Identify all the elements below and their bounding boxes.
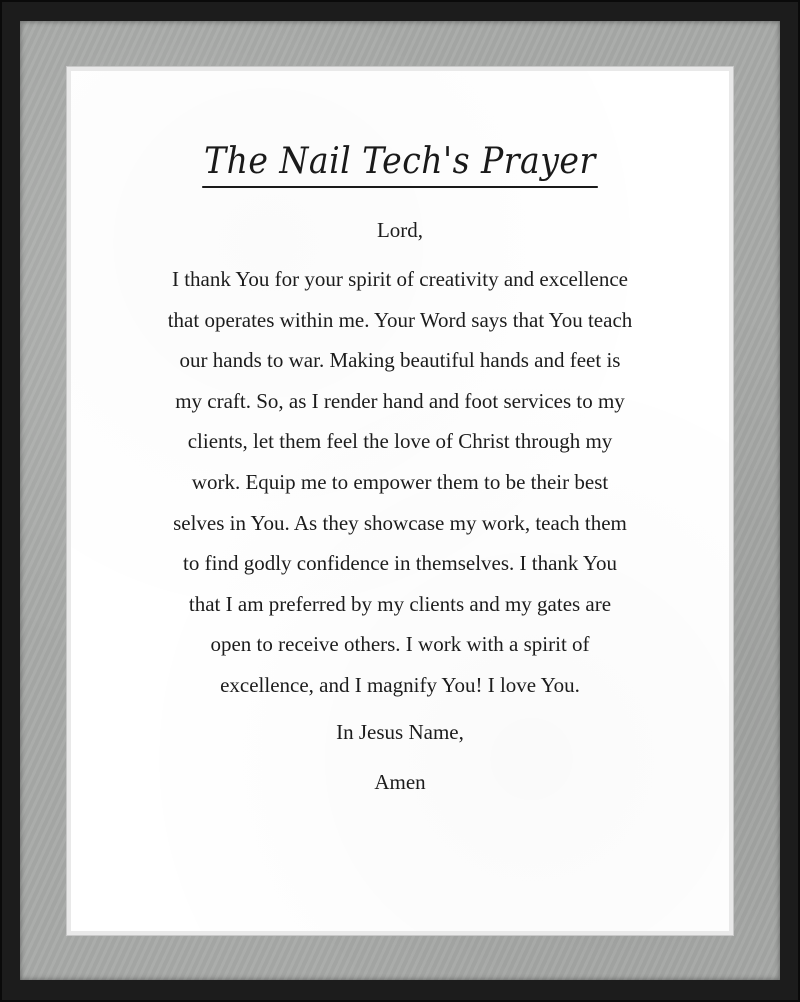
prayer-body: [0, 259, 800, 706]
closing-line: In Jesus Name,: [336, 720, 464, 744]
body-line: I thank You for your spirit of creativity and excellence: [171, 267, 629, 291]
body-line: excellence, and I magnify You! I love You.: [220, 672, 580, 697]
salutation: Lord,: [376, 218, 424, 242]
body-line: clients, let them feel the love of Christ through my: [187, 429, 613, 454]
body-line: to find godly confidence in themselves. I thank You: [183, 551, 617, 576]
body-line: work. Equip me to empower them to be their best: [191, 469, 609, 494]
body-line: that operates within me. Your Word says that You teach: [167, 307, 633, 332]
body-line: that I am preferred by my clients and my gates are: [188, 591, 612, 616]
body-line: selves in You. As they showcase my work, teach them: [173, 510, 627, 535]
body-line: open to receive others. I work with a spirit of: [210, 632, 590, 657]
title-container: [0, 140, 800, 188]
prayer-title: The Nail Tech's Prayer: [202, 140, 597, 188]
body-line: our hands to war. Making beautiful hands and feet is: [179, 348, 621, 373]
body-line: my craft. So, as I render hand and foot services to my: [175, 388, 625, 413]
signoff-amen: Amen: [374, 770, 426, 794]
